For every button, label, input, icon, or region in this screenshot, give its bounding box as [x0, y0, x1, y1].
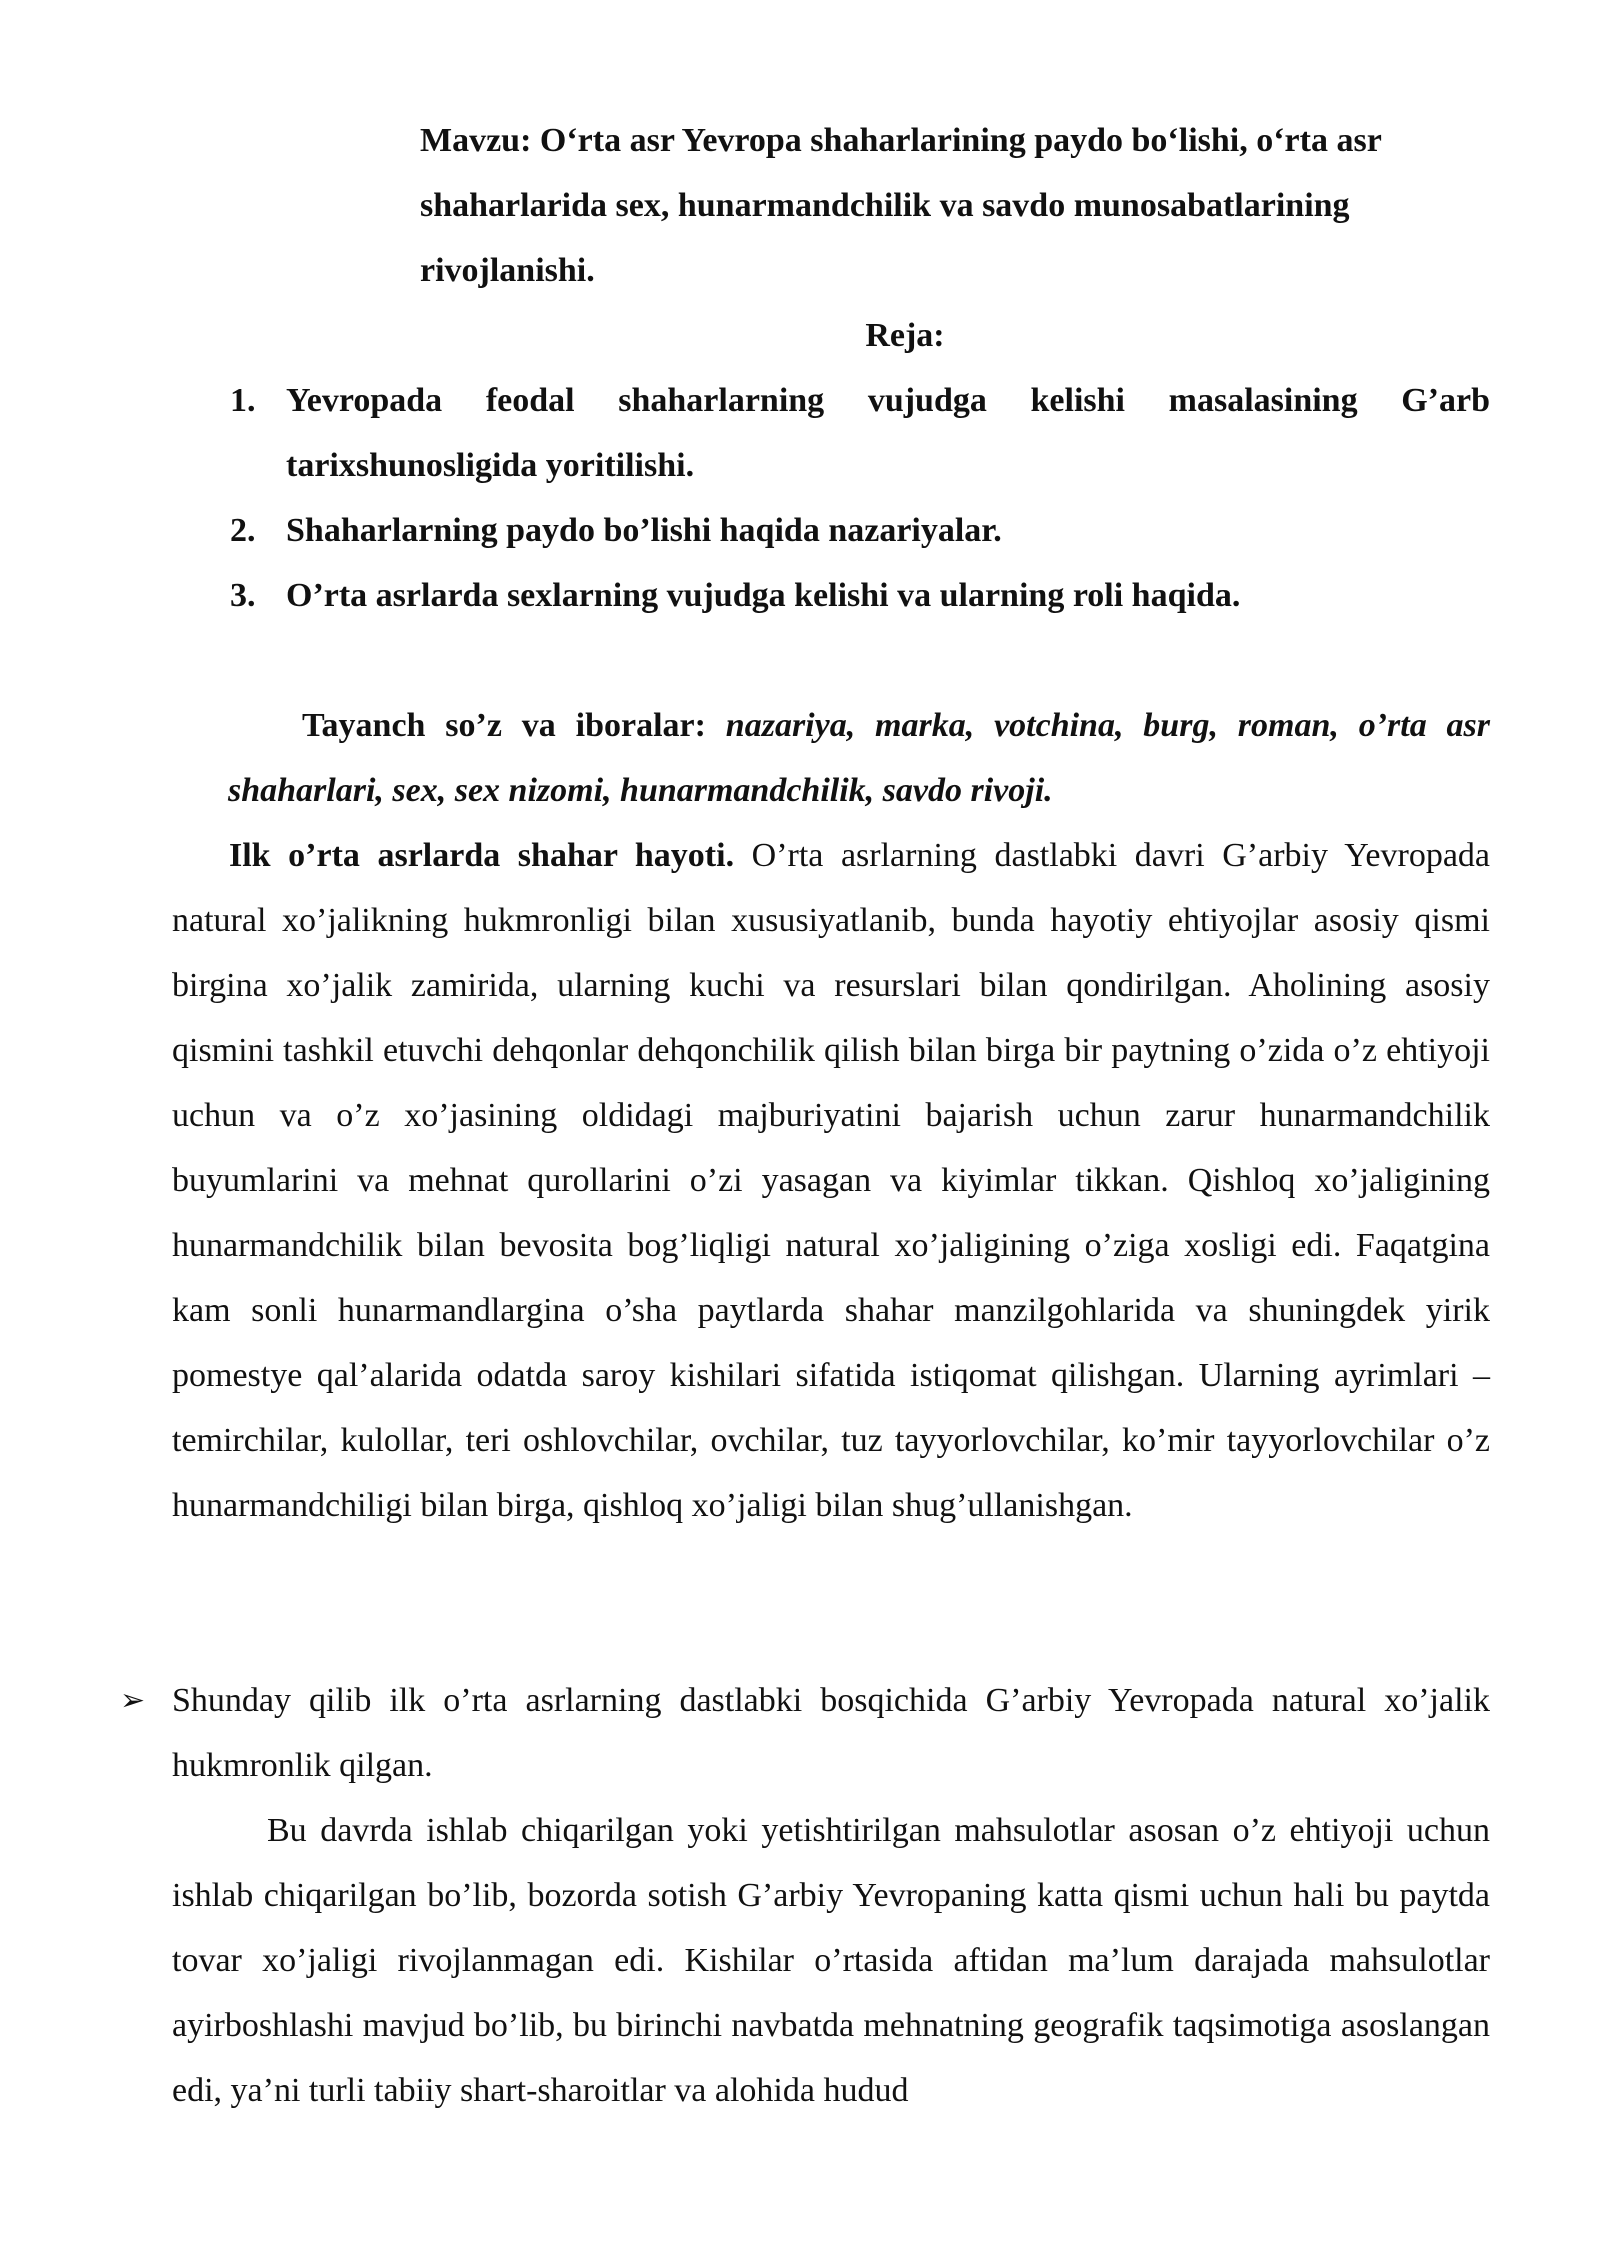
- plan-item-number: 3.: [230, 577, 256, 614]
- plan-item-text: O’rta asrlarda sexlarning vujudga kelishi va ularning roli haqida.: [286, 577, 1241, 614]
- section-lead: Ilk o’rta asrlarda shahar hayoti.: [229, 837, 735, 874]
- plan-item: [230, 368, 1490, 498]
- plan-item-text: Shaharlarning paydo bo’lishi haqida nazariyalar.: [286, 512, 1002, 549]
- body-paragraph-2: Bu davrda ishlab chiqarilgan yoki yetishtirilgan mahsulotlar asosan o’z ehtiyoji uchun ishlab chiqarilgan bo’lib, bozorda sotish G’arbiy Yevropaning katta qismi uchun hali bu paytda tovar xo’jaligi rivojlanmagan edi. Kishilar o’rtasida aftidan ma’lum darajada mahsulotlar ayirboshlashi mavjud bo’lib, bu birinchi navbatda mehnatning geografik taqsimotiga asoslangan edi, ya’ni turli tabiiy shart-sharoitlar va alohida hudud: [172, 1812, 1490, 2109]
- arrow-bullet-icon: ➢: [120, 1683, 146, 1718]
- keywords-paragraph: [228, 693, 1490, 823]
- body-paragraph-1: [172, 823, 1490, 1538]
- plan-item: [230, 563, 1490, 628]
- bullet-text: Shunday qilib ilk o’rta asrlarning dastlabki bosqichida G’arbiy Yevropada natural xo’jalik hukmronlik qilgan.: [172, 1682, 1490, 1784]
- keywords-label: Tayanch so’z va iboralar:: [302, 707, 706, 744]
- document-title: Mavzu: O‘rta asr Yevropa shaharlarining paydo bo‘lishi, o‘rta asr shaharlarida sex, hunarmandchilik va savdo munosabatlarining rivojlanishi.: [420, 122, 1382, 289]
- paragraph-1-text: O’rta asrlarning dastlabki davri G’arbiy Yevropada natural xo’jalikning hukmronligi bilan xususiyatlanib, bunda hayotiy ehtiyojlar asosiy qismi birgina xo’jalik zamirida, ularning kuchi va resurslari bilan qondirilgan. Aholining asosiy qismini tashkil etuvchi dehqonlar dehqonchilik qilish bilan birga bir paytning o’zida o’z ehtiyoji uchun va o’z xo’jasining oldidagi majburiyatini bajarish uchun zarur hunarmandchilik buyumlarini va mehnat qurollarini o’zi yasagan va kiyimlar tikkan. Qishloq xo’jaligining hunarmandchilik bilan bevosita bog’liqligi natural xo’jaligining o’ziga xosligi edi. Faqatgina kam sonli hunarmandlargina o’sha paytlarda shahar manzilgohlarida va shuningdek yirik pomestye qal’alarida odatda saroy kishilari sifatida istiqomat qilishgan. Ularning ayrimlari – temirchilar, kulollar, teri oshlovchilar, ovchilar, tuz tayyorlovchilar, ko’mir tayyorlovchilar o’z hunarmandchiligi bilan birga, qishloq xo’jaligi bilan shug’ullanishgan.: [172, 837, 1491, 1524]
- plan-heading: Reja:: [865, 317, 945, 354]
- keywords-values: nazariya, marka, votchina, burg, roman, o’rta asr shaharlari, sex, sex nizomi, hunarmandchilik, savdo rivoji.: [228, 707, 1491, 809]
- plan-list: [230, 368, 1490, 628]
- plan-item-number: 1.: [230, 382, 256, 419]
- plan-item-text: Yevropada feodal shaharlarning vujudga kelishi masalasining G’arb tarixshunosligida yoritilishi.: [286, 382, 1490, 484]
- plan-item-number: 2.: [230, 512, 256, 549]
- plan-item: [230, 498, 1490, 563]
- bullet-item: [120, 1668, 1490, 1798]
